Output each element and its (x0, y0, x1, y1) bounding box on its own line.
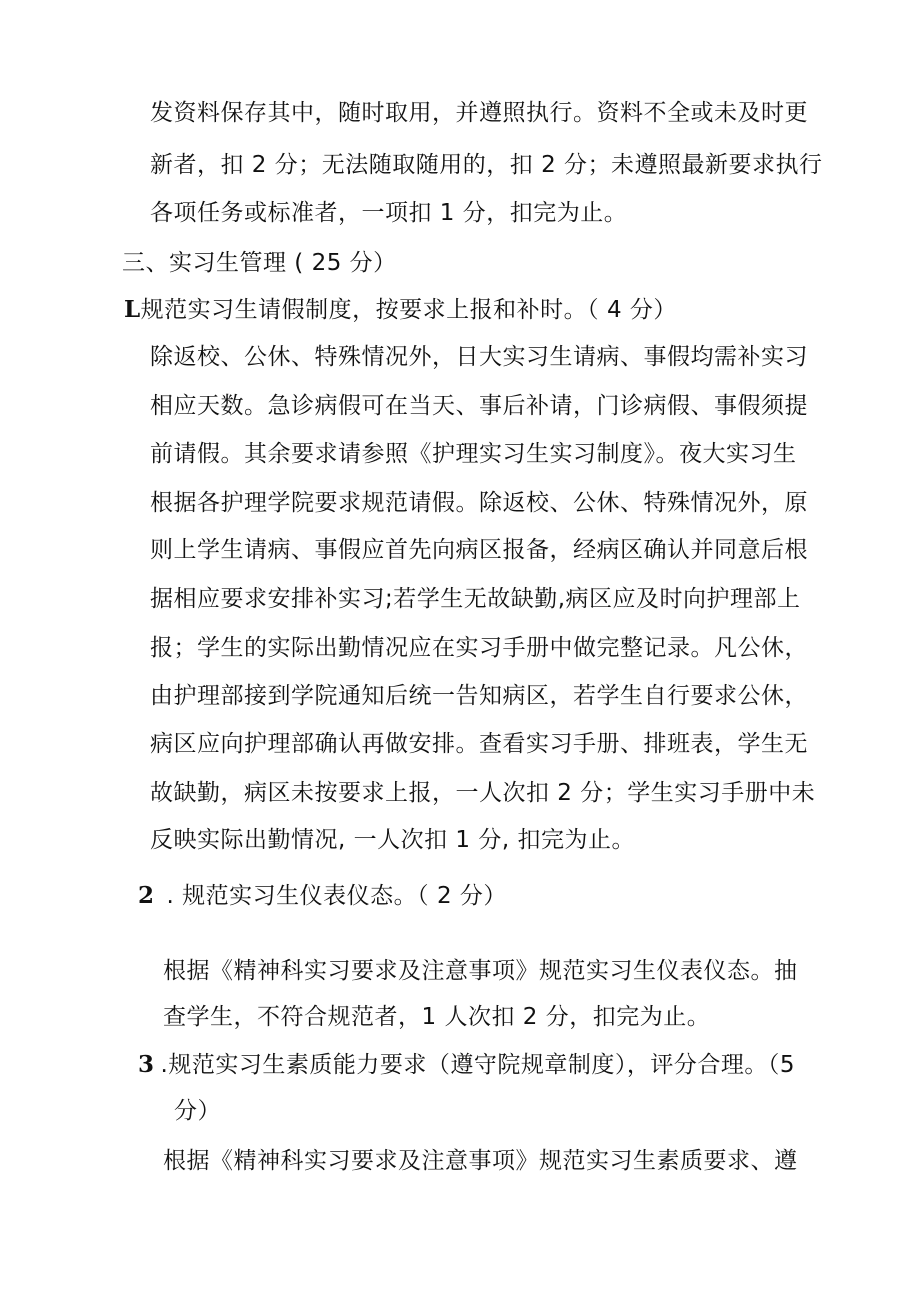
continuation-line: 发资料保存其中，随时取用，并遵照执行。资料不全或未及时更 (150, 100, 808, 126)
body-line: 据相应要求安排补实习;若学生无故缺勤,病区应及时向护理部上 (150, 586, 801, 612)
body-line: 相应天数。急诊病假可在当天、事后补请，门诊病假、事假须提 (150, 393, 808, 419)
item-title: 规范实习生请假制度，按要求上报和补时。（ 4 分） (140, 297, 677, 323)
continuation-line: 新者，扣 2 分；无法随取随用的，扣 2 分；未遵照最新要求执行 (150, 152, 823, 178)
item-marker: 3 (138, 1051, 155, 1078)
body-line: 查学生，不符合规范者，1 人次扣 2 分，扣完为止。 (163, 1004, 711, 1030)
item-heading (124, 296, 677, 324)
item-marker: L (124, 296, 141, 323)
body-line: 由护理部接到学院通知后统一告知病区，若学生自行要求公休， (150, 683, 808, 709)
item-heading (138, 882, 507, 910)
body-line: 除返校、公休、特殊情况外，日大实习生请病、事假均需补实习 (150, 344, 808, 370)
body-line: 报；学生的实际出勤情况应在实习手册中做完整记录。凡公休， (150, 635, 808, 661)
section-heading: 三、实习生管理 ( 25 分） (122, 250, 397, 276)
item-title-continuation: 分） (174, 1098, 221, 1124)
item-marker: 2 (138, 882, 155, 909)
body-line: 病区应向护理部确认再做安排。查看实习手册、排班表，学生无 (150, 731, 808, 757)
continuation-line: 各项任务或标准者，一项扣 1 分，扣完为止。 (150, 200, 628, 226)
body-line: 则上学生请病、事假应首先向病区报备，经病区确认并同意后根 (150, 537, 808, 563)
body-line: 前请假。其余要求请参照《护理实习生实习制度》。夜大实习生 (150, 441, 797, 467)
body-line: 根据《精神科实习要求及注意事项》规范实习生素质要求、遵 (163, 1148, 798, 1174)
body-line: 反映实际出勤情况, 一人次扣 1 分, 扣完为止。 (150, 827, 635, 853)
body-line: 根据《精神科实习要求及注意事项》规范实习生仪表仪态。抽 (163, 958, 798, 984)
item-title: .规范实习生素质能力要求（遵守院规章制度），评分合理。（5 (160, 1052, 795, 1078)
body-line: 根据各护理学院要求规范请假。除返校、公休、特殊情况外，原 (150, 490, 808, 516)
item-heading (138, 1051, 795, 1079)
body-line: 故缺勤，病区未按要求上报，一人次扣 2 分；学生实习手册中未 (150, 780, 816, 806)
item-title: . 规范实习生仪表仪态。（ 2 分） (166, 883, 507, 909)
